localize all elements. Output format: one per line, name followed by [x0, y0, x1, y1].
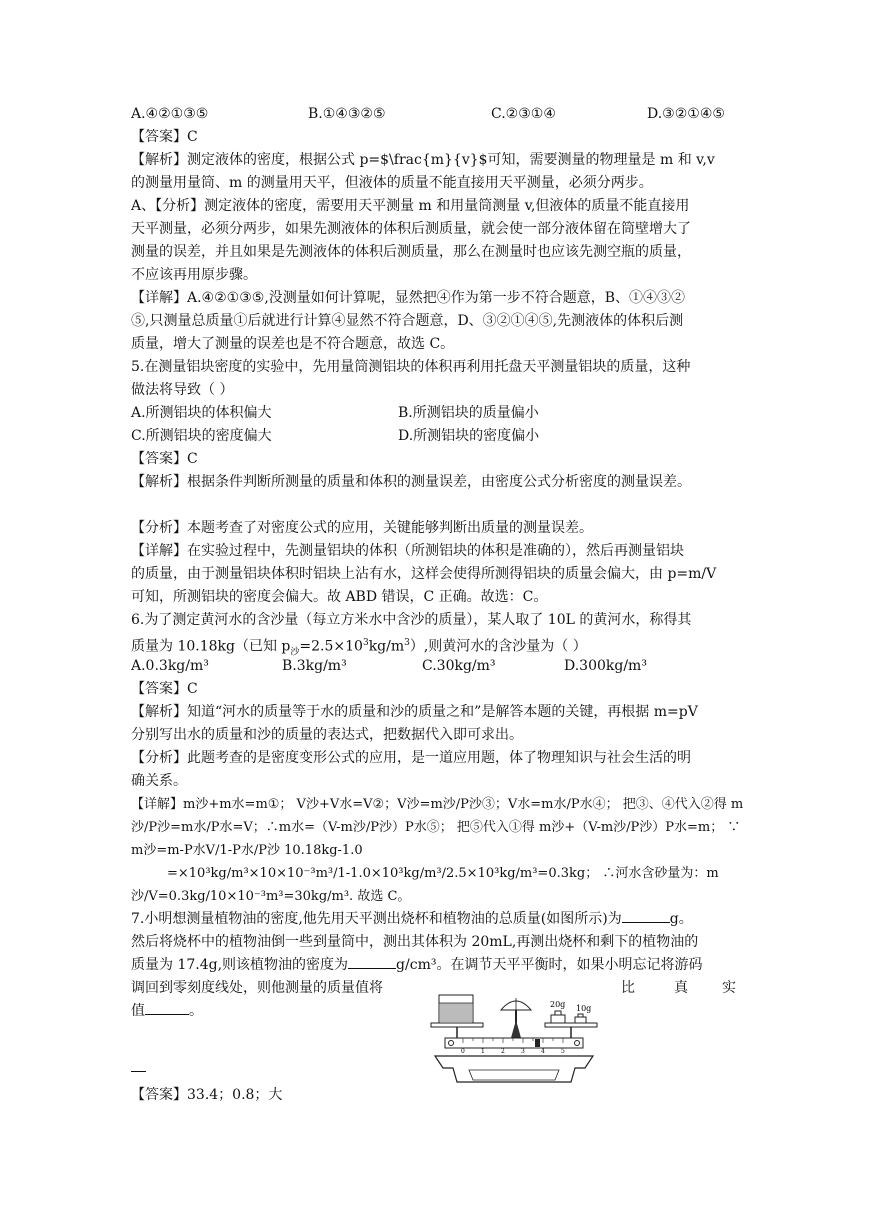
- q5-option-b: B.所测铝块的质量偏小: [398, 405, 539, 421]
- q7-line-4c: 真: [674, 980, 688, 996]
- q5-detail-2: 的质量，由于测量铝块体积时铝块上沾有水，这样会使得所测得铝块的质量会偏大，由 p=m/V: [131, 566, 717, 582]
- q6-option-c: C.30kg/m³: [422, 658, 496, 674]
- q7-line-5: 值 。: [131, 1000, 203, 1023]
- q7-line-2: 然后将烧杯中的植物油倒一些到量筒中，测出其体积为 20mL,再测出烧杯和剩下的植物油的: [131, 934, 699, 950]
- q5-fenxi: 【分析】本题考查了对密度公式的应用，关键能够判断出质量的测量误差。: [131, 520, 593, 536]
- q6-answer: 【答案】C: [131, 681, 198, 697]
- balance-scale-figure: [425, 990, 600, 1086]
- weight-label-10g: 10g: [576, 1004, 592, 1013]
- scale-label-2: 2: [501, 1048, 505, 1055]
- q5-option-d: D.所测铝块的密度偏小: [398, 428, 540, 444]
- q7-answer: 【答案】33.4；0.8；大: [131, 1087, 283, 1103]
- q6-detail-3: m沙=m-P水V/1-P水/P沙 10.18kg-1.0: [131, 843, 363, 858]
- q4-detail-2: ⑤,只测量总质量①后就进行计算④显然不符合题意，D、③②①④⑤,先测液体的体积后测: [131, 313, 684, 329]
- weight-label-20g: 20g: [550, 1000, 566, 1009]
- q7-line-4a: 调回到零刻度线处，则他测量的质量值将: [131, 980, 383, 996]
- q5-answer: 【答案】C: [131, 451, 198, 467]
- q4-analysis-2: 的测量用量筒、m 的测量用天平，但液体的质量不能直接用天平测量，必须分两步。: [131, 175, 653, 191]
- q4-detail-1: 【详解】A.④②①③⑤,没测量如何计算呢，显然把④作为第一步不符合题意，B、①④③②: [131, 290, 686, 306]
- q6-analysis-2: 分别写出水的质量和沙的质量的表达式，把数据代入即可求出。: [131, 727, 523, 743]
- q7-blank-compare[interactable]: [145, 1000, 189, 1015]
- q4-fenxi-4: 不应该再用原步骤。: [131, 267, 257, 283]
- q4-option-b: B.①④③②⑤: [308, 106, 386, 122]
- q5-stem-1: 5.在测量铝块密度的实验中，先用量筒测铝块的体积再利用托盘天平测量铝块的质量，这种: [131, 359, 691, 375]
- q4-option-d: D.③②①④⑤: [647, 106, 725, 122]
- q7-line-1: 7.小明想测量植物油的密度,他先用天平测出烧杯和植物油的总质量(如图所示)为 g。: [131, 908, 693, 931]
- q6-analysis-1: 【解析】知道“河水的质量等于水的质量和沙的质量之和”是解答本题的关键，再根据 m=pV: [131, 704, 698, 720]
- q4-fenxi-1: A、【分析】测定液体的密度，需要用天平测量 m 和用量筒测量 v,但液体的质量不能直接用: [131, 198, 690, 214]
- scale-label-0: 0: [461, 1048, 465, 1055]
- q4-option-c: C.②③①④: [491, 106, 556, 122]
- q5-analysis: 【解析】根据条件判断所测量的质量和体积的测量误差，由密度公式分析密度的测量误差。: [131, 474, 691, 490]
- q4-fenxi-2: 天平测量，必须分两步，如果先测液体的体积后测质量，就会使一部分液体留在筒壁增大了: [131, 221, 691, 237]
- q6-option-b: B.3kg/m³: [282, 658, 347, 674]
- q6-detail-5: 沙/V=0.3kg/10×10⁻³m³=30kg/m³. 故选 C。: [131, 889, 411, 904]
- scale-label-5: 5: [561, 1048, 565, 1055]
- q4-fenxi-3: 测量的误差，并且如果是先测液体的体积后测质量，那么在测量时也应该先测空瓶的质量，: [131, 244, 691, 260]
- q6-fenxi-1: 【分析】此题考查的是密度变形公式的应用，是一道应用题，体了物理知识与社会生活的明: [131, 750, 691, 766]
- q6-detail-1: 【详解】m沙+m水=m①； V沙+V水=V②；V沙=m沙/P沙③；V水=m水/P水④； 把③、④代入②得 m: [131, 797, 744, 812]
- q5-detail-3: 可知，所测铝块的密度会偏大。故 ABD 错误，C 正确。故选：C。: [131, 589, 548, 605]
- q4-option-a: A.④②①③⑤: [131, 106, 209, 122]
- q5-detail-1: 【详解】在实验过程中，先测量铝块的体积（所测铝块的体积是准确的），然后再测量铝块: [131, 543, 684, 559]
- q6-detail-2: 沙/P沙=m水/P水=V；∴m水=（V-m沙/P沙）P水⑤； 把⑤代入①得 m沙+（V-m沙/P沙）P水=m； ∵: [131, 820, 741, 835]
- q5-option-c: C.所测铝块的密度偏大: [131, 428, 272, 444]
- rider-slider-icon: [535, 1039, 540, 1047]
- q4-answer: 【答案】C: [131, 129, 198, 145]
- scale-label-1: 1: [481, 1048, 485, 1055]
- q6-stem-2: 质量为 10.18kg（已知 $p_沙=2.5\times 10^3kg/m^3$）,则黄河水的含沙量为（ ）: [131, 638, 587, 658]
- q7-blank-density[interactable]: [348, 954, 396, 969]
- q7-line-4b: 比: [621, 980, 635, 996]
- q4-detail-3: 质量，增大了测量的误差也是不符合题意，故选 C。: [131, 336, 455, 352]
- section-divider: [131, 1071, 146, 1072]
- q6-fenxi-2: 确关系。: [131, 773, 187, 789]
- q6-stem-1: 6.为了测定黄河水的含沙量（每立方米水中含沙的质量），某人取了 10L 的黄河水，称得其: [131, 612, 692, 628]
- q5-stem-2: 做法将导致（ ）: [131, 382, 234, 398]
- q7-blank-mass[interactable]: [622, 908, 670, 923]
- q6-option-a: A.0.3kg/m³: [131, 658, 209, 674]
- q6-detail-4: =×10³kg/m³×10×10⁻³m³/1-1.0×10³kg/m³/2.5×10³kg/m³=0.3kg； ∴河水含砂量为：m: [167, 866, 719, 881]
- q5-option-a: A.所测铝块的体积偏大: [131, 405, 272, 421]
- q7-line-3: 质量为 17.4g,则该植物油的密度为 g/cm³。在调节天平平衡时，如果小明忘记将游码: [131, 954, 702, 977]
- scale-label-3: 3: [521, 1048, 525, 1055]
- scale-label-4: 4: [541, 1048, 545, 1055]
- q4-analysis-1: 【解析】测定液体的密度，根据公式 p=$\frac{m}{v}$可知，需要测量的物理量是 m 和 v,v: [131, 152, 715, 168]
- q6-option-d: D.300kg/m³: [564, 658, 647, 674]
- q7-line-4d: 实: [722, 980, 736, 996]
